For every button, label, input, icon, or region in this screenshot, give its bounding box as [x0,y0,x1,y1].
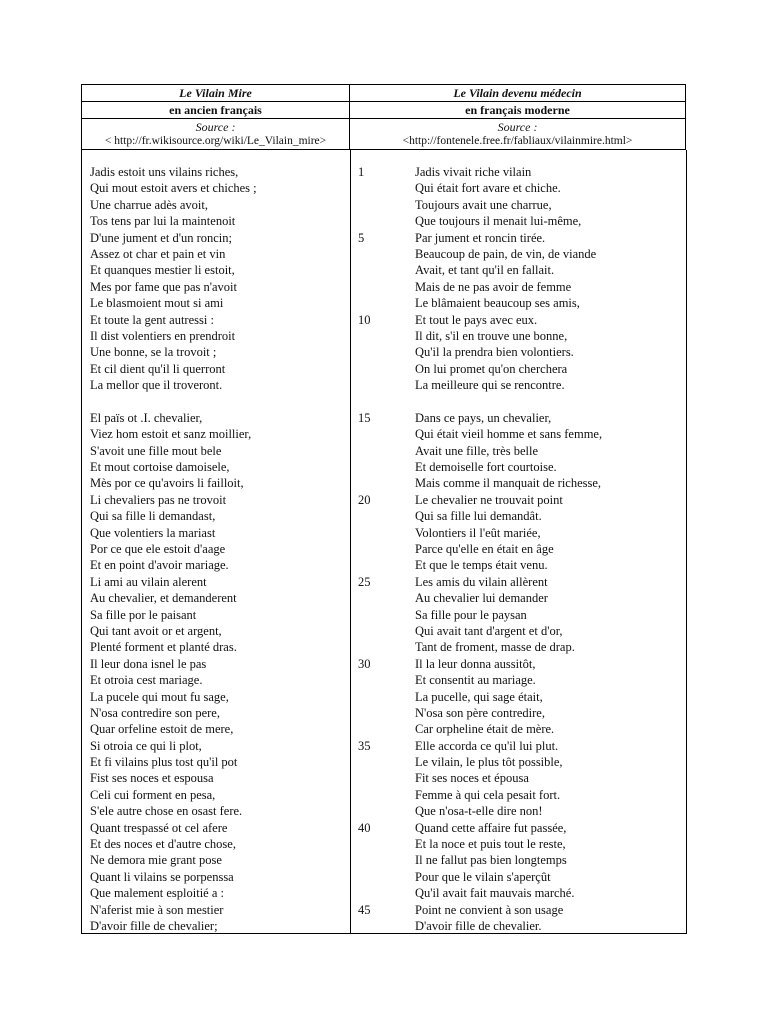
old-french-line: Le blasmoient mout si ami [90,296,224,311]
line-number: 15 [358,410,371,425]
old-french-line: Por ce que ele estoit d'aage [90,541,226,556]
old-french-line: N'osa contredire son pere, [90,705,220,720]
line-number: 25 [358,574,371,589]
verse-row [82,754,686,770]
line-number: 10 [358,312,371,327]
modern-french-line: Beaucoup de pain, de vin, de viande [415,246,597,261]
left-source-label: Source : [195,120,236,134]
modern-french-line: Il la leur donna aussitôt, [415,656,536,671]
verse-row [82,312,686,328]
modern-french-line: Et tout le pays avec eux. [415,312,538,327]
verse-row [82,279,686,295]
verse-row [82,426,686,442]
left-source-cell [82,119,350,150]
line-number: 5 [358,230,365,245]
verse-row [82,246,686,262]
verse-row [82,492,686,508]
modern-french-line: Et la noce et puis tout le reste, [415,837,566,852]
old-french-line: Il dist volentiers en prendroit [90,328,236,343]
line-number: 40 [358,820,371,835]
verse-row [82,689,686,705]
left-source-url[interactable]: < http://fr.wikisource.org/wiki/Le_Vilain_mire> [104,135,327,147]
modern-french-line: Dans ce pays, un chevalier, [415,410,552,425]
old-french-line: Fist ses noces et espousa [90,771,214,786]
verse-row [82,574,686,590]
verse-row [82,230,686,246]
modern-french-line: Le blâmaient beaucoup ses amis, [415,296,580,311]
modern-french-line: Fit ses noces et épousa [415,771,529,786]
modern-french-line: Sa fille pour le paysan [415,607,527,622]
modern-french-line: Le vilain, le plus tôt possible, [415,755,563,770]
verse-row [82,869,686,885]
right-source-label: Source : [497,120,538,134]
line-number: 35 [358,738,371,753]
old-french-line: La mellor que il troveront. [90,378,223,393]
verse-row [82,295,686,311]
modern-french-line: Qu'il la prendra bien volontiers. [415,345,574,360]
old-french-line: Une charrue adès avoit, [90,197,208,212]
old-french-line: Il leur dona isnel le pas [90,656,207,671]
old-french-line: Et fi vilains plus tost qu'il pot [90,755,238,770]
verse-row [82,475,686,491]
old-french-line: Quant li vilains se porpenssa [90,869,234,884]
old-french-line: Que volentiers la mariast [90,525,216,540]
verse-table-body [81,150,687,934]
modern-french-line: La meilleure qui se rencontre. [415,378,565,393]
old-french-line: Qui sa fille li demandast, [90,509,216,524]
old-french-line: Quar orfeline estoit de mere, [90,722,234,737]
verse-row [82,787,686,803]
header-table [81,84,686,150]
old-french-line: S'ele autre chose en osast fere. [90,804,243,819]
old-french-line: Sa fille por le paisant [90,607,197,622]
verse-row [82,770,686,786]
modern-french-line: Avait, et tant qu'il en fallait. [415,263,555,278]
verse-row [82,738,686,754]
verse-row [82,918,686,934]
old-french-line: Plenté forment et planté dras. [90,640,237,655]
verse-row [82,852,686,868]
old-french-line: Mès por ce qu'avoirs li failloit, [90,476,244,491]
modern-french-line: On lui promet qu'on cherchera [415,361,568,376]
line-number: 20 [358,492,371,507]
verse-row [82,557,686,573]
old-french-line: Jadis estoit uns vilains riches, [90,165,239,179]
verse-row [82,443,686,459]
modern-french-line: Les amis du vilain allèrent [415,574,548,589]
right-source-cell [350,119,686,150]
verse-row [82,721,686,737]
line-number: 30 [358,656,371,671]
modern-french-line: Quand cette affaire fut passée, [415,820,567,835]
verse-row [82,623,686,639]
old-french-line: Et quanques mestier li estoit, [90,263,235,278]
old-french-line: La pucele qui mout fu sage, [90,689,229,704]
modern-french-line: N'osa son père contredire, [415,705,545,720]
modern-french-line: Le chevalier ne trouvait point [415,492,563,507]
document-page [81,84,685,934]
modern-french-line: Qui avait tant d'argent et d'or, [415,623,563,638]
verse-row [82,836,686,852]
old-french-line: Tos tens par lui la maintenoit [90,214,236,229]
verse-row [82,262,686,278]
modern-french-line: Volontiers il l'eût mariée, [415,525,541,540]
verse-row [82,656,686,672]
modern-french-line: Mais comme il manquait de richesse, [415,476,602,491]
modern-french-line: Qui était fort avare et chiche. [415,181,561,196]
verse-row [82,639,686,655]
old-french-line: D'une jument et d'un roncin; [90,230,232,245]
old-french-line: Et en point d'avoir mariage. [90,558,229,573]
verse-row [82,820,686,836]
old-french-line: Qui tant avoit or et argent, [90,623,222,638]
verse-row [82,672,686,688]
verse-row [82,525,686,541]
verse-row [82,344,686,360]
right-source-url[interactable]: <http://fontenele.free.fr/fabliaux/vilainmire.html> [402,135,633,147]
modern-french-line: Qu'il avait fait mauvais marché. [415,886,575,901]
modern-french-line: Que toujours il menait lui-même, [415,214,582,229]
verse-row [82,180,686,196]
old-french-line: Et toute la gent autressi : [90,312,214,327]
right-title: Le Vilain devenu médecin [350,85,686,102]
old-french-line: Une bonne, se la trovoit ; [90,345,217,360]
modern-french-line: Car orpheline était de mère. [415,722,555,737]
old-french-line: Quant trespassé ot cel afere [90,820,228,835]
modern-french-line: La pucelle, qui sage était, [415,689,543,704]
modern-french-line: Point ne convient à son usage [415,902,564,917]
verses-container [82,164,686,934]
verse-row [82,803,686,819]
old-french-line: Si otroia ce qui li plot, [90,738,202,753]
old-french-line: Et otroia cest mariage. [90,673,203,688]
modern-french-line: Elle accorda ce qu'il lui plut. [415,738,559,753]
old-french-line: Et cil dient qu'il li querront [90,361,226,376]
right-subtitle: en français moderne [350,102,686,119]
left-title: Le Vilain Mire [82,85,350,102]
verse-row [82,508,686,524]
modern-french-line: D'avoir fille de chevalier. [415,918,542,933]
verse-row [82,361,686,377]
modern-french-line: Pour que le vilain s'aperçût [415,869,551,884]
old-french-line: Et des noces et d'autre chose, [90,837,236,852]
stanza-gap [82,393,686,409]
modern-french-line: Qui était vieil homme et sans femme, [415,427,603,442]
verse-row [82,213,686,229]
verse-row [82,459,686,475]
old-french-line: N'aferist mie à son mestier [90,902,224,917]
old-french-line: Celi cui forment en pesa, [90,787,216,802]
verse-row [82,541,686,557]
verse-row [82,410,686,426]
old-french-line: Mes por fame que pas n'avoit [90,279,238,294]
old-french-line: Li chevaliers pas ne trovoit [90,492,227,507]
modern-french-line: Et que le temps était venu. [415,558,548,573]
verse-row [82,197,686,213]
verse-row [82,885,686,901]
old-french-line: Assez ot char et pain et vin [90,246,226,261]
modern-french-line: Tant de froment, masse de drap. [415,640,575,655]
verse-row [82,590,686,606]
old-french-line: D'avoir fille de chevalier; [90,918,218,933]
old-french-line: Qui mout estoit avers et chiches ; [90,181,257,196]
left-subtitle: en ancien français [82,102,350,119]
modern-french-line: Qui sa fille lui demandât. [415,509,542,524]
verse-row [82,377,686,393]
verse-row [82,705,686,721]
modern-french-line: Par jument et roncin tirée. [415,230,546,245]
modern-french-line: Il dit, s'il en trouve une bonne, [415,328,568,343]
modern-french-line: Il ne fallut pas bien longtemps [415,853,567,868]
old-french-line: Li ami au vilain alerent [90,574,207,589]
line-number: 1 [358,165,365,179]
old-french-line: Viez hom estoit et sanz moillier, [90,427,252,442]
modern-french-line: Mais de ne pas avoir de femme [415,279,572,294]
modern-french-line: Jadis vivait riche vilain [415,165,532,179]
modern-french-line: Toujours avait une charrue, [415,197,552,212]
verse-row [82,164,686,180]
old-french-line: Que malement esploitié a : [90,886,224,901]
verse-row [82,902,686,918]
old-french-line: Ne demora mie grant pose [90,853,222,868]
old-french-line: S'avoit une fille mout bele [90,443,222,458]
modern-french-line: Parce qu'elle en était en âge [415,541,554,556]
modern-french-line: Avait une fille, très belle [415,443,538,458]
old-french-line: Au chevalier, et demanderent [90,591,237,606]
verse-row [82,607,686,623]
modern-french-line: Que n'osa-t-elle dire non! [415,804,543,819]
verse-row [82,328,686,344]
line-number: 45 [358,902,371,917]
modern-french-line: Femme à qui cela pesait fort. [415,787,561,802]
old-french-line: El païs ot .I. chevalier, [90,410,203,425]
old-french-line: Et mout cortoise damoisele, [90,460,230,475]
modern-french-line: Et consentit au mariage. [415,673,536,688]
modern-french-line: Et demoiselle fort courtoise. [415,460,557,475]
modern-french-line: Au chevalier lui demander [415,591,548,606]
